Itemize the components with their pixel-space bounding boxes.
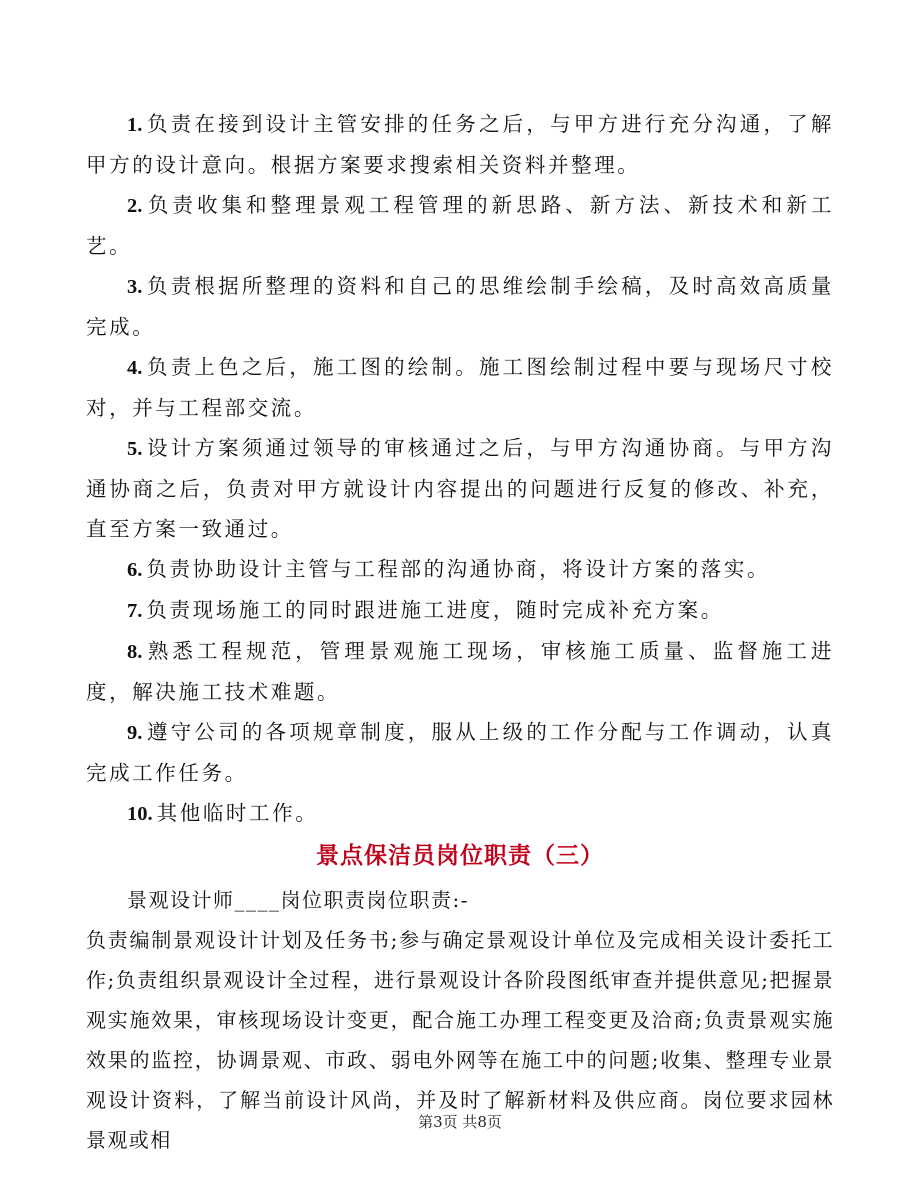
item-number: 5. <box>127 438 143 460</box>
list-item-9 <box>86 712 834 793</box>
list-item-5 <box>86 428 834 549</box>
item-number: 2. <box>127 195 143 217</box>
list-item-1 <box>86 104 834 185</box>
section-body: 负责编制景观设计计划及任务书;参与确定景观设计单位及完成相关设计委托工作;负责组织景观设计全过程，进行景观设计各阶段图纸审查并提供意见;把握景观实施效果，审核现场设计变更，配合施工办理工程变更及洽商;负责景观实施效果的监控，协调景观、市政、弱电外网等在施工中的问题;收集、整理专业景观设计资料，了解当前设计风尚，并及时了解新材料及供应商。岗位要求园林景观或相 <box>86 928 834 1152</box>
item-number: 4. <box>127 357 143 379</box>
list-item-7 <box>86 590 834 631</box>
item-text: 负责根据所整理的资料和自己的思维绘制手绘稿，及时高效高质量完成。 <box>86 274 834 339</box>
item-text: 负责协助设计主管与工程部的沟通协商，将设计方案的落实。 <box>146 557 771 581</box>
page-number: 第3页 共8页 <box>418 1113 502 1131</box>
item-text: 负责上色之后，施工图的绘制。施工图绘制过程中要与现场尺寸校对，并与工程部交流。 <box>86 355 834 420</box>
item-number: 10. <box>127 803 153 825</box>
item-text: 负责在接到设计主管安排的任务之后，与甲方进行充分沟通，了解甲方的设计意向。根据方案要求搜索相关资料并整理。 <box>86 112 834 177</box>
item-text: 熟悉工程规范，管理景观施工现场，审核施工质量、监督施工进度，解决施工技术难题。 <box>86 639 834 704</box>
item-number: 1. <box>127 114 143 136</box>
document-content <box>86 104 834 1160</box>
item-number: 8. <box>127 641 143 663</box>
list-item-3 <box>86 266 834 347</box>
item-number: 6. <box>127 559 143 581</box>
list-item-2 <box>86 185 834 266</box>
list-item-8 <box>86 631 834 712</box>
item-text: 其他临时工作。 <box>156 801 319 825</box>
list-item-6 <box>86 549 834 590</box>
item-text: 设计方案须通过领导的审核通过之后，与甲方沟通协商。与甲方沟通协商之后，负责对甲方就设计内容提出的问题进行反复的修改、补充，直至方案一致通过。 <box>86 436 834 541</box>
item-text: 负责收集和整理景观工程管理的新思路、新方法、新技术和新工艺。 <box>86 193 834 258</box>
section-title: 景点保洁员岗位职责（三） <box>316 842 604 869</box>
section-intro: 景观设计师____岗位职责岗位职责:- <box>127 888 469 912</box>
list-item-10 <box>86 793 834 834</box>
item-number: 9. <box>127 722 143 744</box>
item-number: 7. <box>127 600 143 622</box>
item-number: 3. <box>127 276 143 298</box>
list-item-4 <box>86 347 834 428</box>
item-text: 遵守公司的各项规章制度，服从上级的工作分配与工作调动，认真完成工作任务。 <box>86 720 834 785</box>
item-text: 负责现场施工的同时跟进施工进度，随时完成补充方案。 <box>146 598 724 622</box>
